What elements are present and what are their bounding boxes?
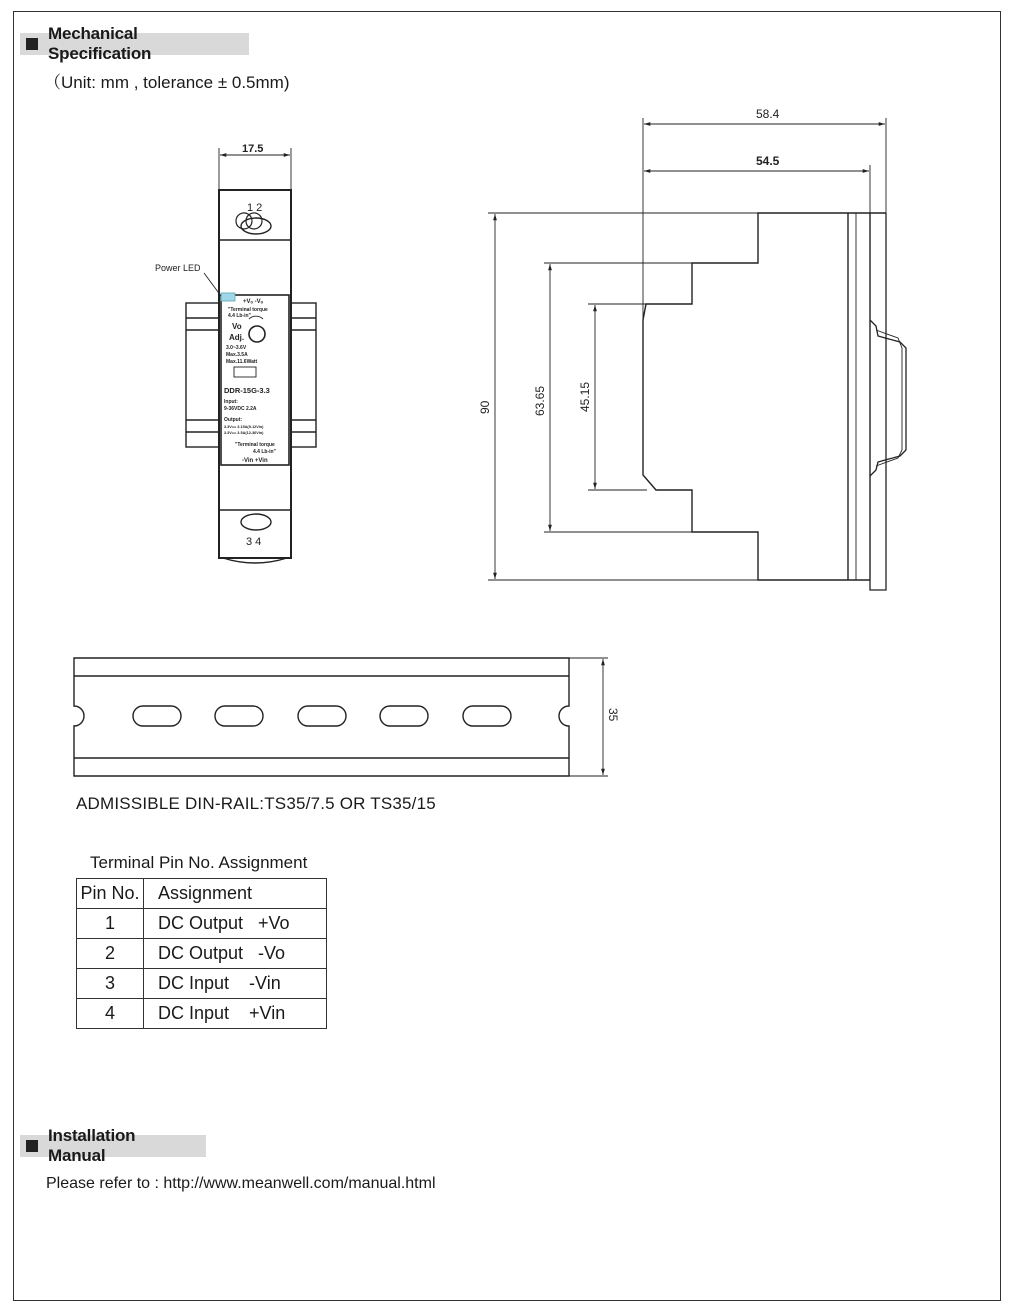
pin-assignment: DC Output -Vo [144,939,327,969]
pin-assignment: DC Input +Vin [144,999,327,1029]
installation-manual-title: Installation Manual [48,1126,136,1165]
label-output-1: 3.3V== 3.15A(9-12Vin) [224,425,264,429]
front-width-dim: 17.5 [242,143,264,155]
terminal-table-title: Terminal Pin No. Assignment [90,853,308,872]
label-torque-top-1: "Terminal torque [228,307,268,313]
label-out-pins: +Vₒ -Vₒ [243,299,264,305]
label-torque-bottom-1: "Terminal torque [235,442,275,448]
side-view [488,118,906,590]
label-adj: Adj. [229,333,245,342]
table-row [77,999,327,1029]
din-rail-drawing [74,658,608,776]
terminal-numbers-top: 1 2 [247,202,263,214]
label-torque-top-2: 4.4 Lb-in" [228,313,251,319]
label-in-pins: -Vin +Vin [242,458,268,464]
terminal-pin-table [76,878,327,1029]
label-max-current: Max.3.5A [226,352,248,358]
dim-body-depth: 54.5 [756,154,780,168]
section-square-icon [26,1140,38,1152]
header-assignment: Assignment [144,879,327,909]
table-row [77,939,327,969]
din-rail-caption: ADMISSIBLE DIN-RAIL:TS35/7.5 OR TS35/15 [76,794,436,813]
dim-step-2: 45.15 [578,381,592,412]
din-rail-dim: 35 [606,708,620,722]
table-header-row [77,879,327,909]
label-vo: Vo [232,322,242,331]
pin-number: 1 [77,909,144,939]
label-model: DDR-15G-3.3 [224,386,270,395]
mechanical-spec-title: Mechanical Specification [48,24,152,63]
installation-manual-link-text[interactable]: Please refer to : http://www.meanwell.com/manual.html [46,1175,436,1192]
header-pin-no: Pin No. [77,879,144,909]
dim-height: 90 [478,400,492,414]
label-torque-bottom-2: 4.4 Lb-in" [253,449,276,455]
table-row [77,969,327,999]
dim-step-1: 63.65 [533,385,547,416]
dim-overall-depth: 58.4 [756,107,780,121]
pin-assignment: DC Input -Vin [144,969,327,999]
pin-assignment: DC Output +Vo [144,909,327,939]
pin-number: 3 [77,969,144,999]
label-input-heading: Input: [224,399,238,405]
label-output-heading: Output: [224,417,243,423]
label-max-power: Max.11.6Watt [226,359,258,365]
pin-number: 4 [77,999,144,1029]
table-row [77,909,327,939]
pin-number: 2 [77,939,144,969]
installation-manual-header [20,1126,206,1165]
label-range: 3.0~3.6V [226,345,247,351]
terminal-numbers-bottom: 3 4 [246,536,262,548]
label-output-2: 3.3V== 3.5A(12-36Vin) [224,431,264,435]
power-led-label: Power LED [155,263,201,273]
label-input-value: 9-36VDC 2.2A [224,406,257,412]
unit-note: （Unit: mm , tolerance ± 0.5mm) [44,73,290,92]
